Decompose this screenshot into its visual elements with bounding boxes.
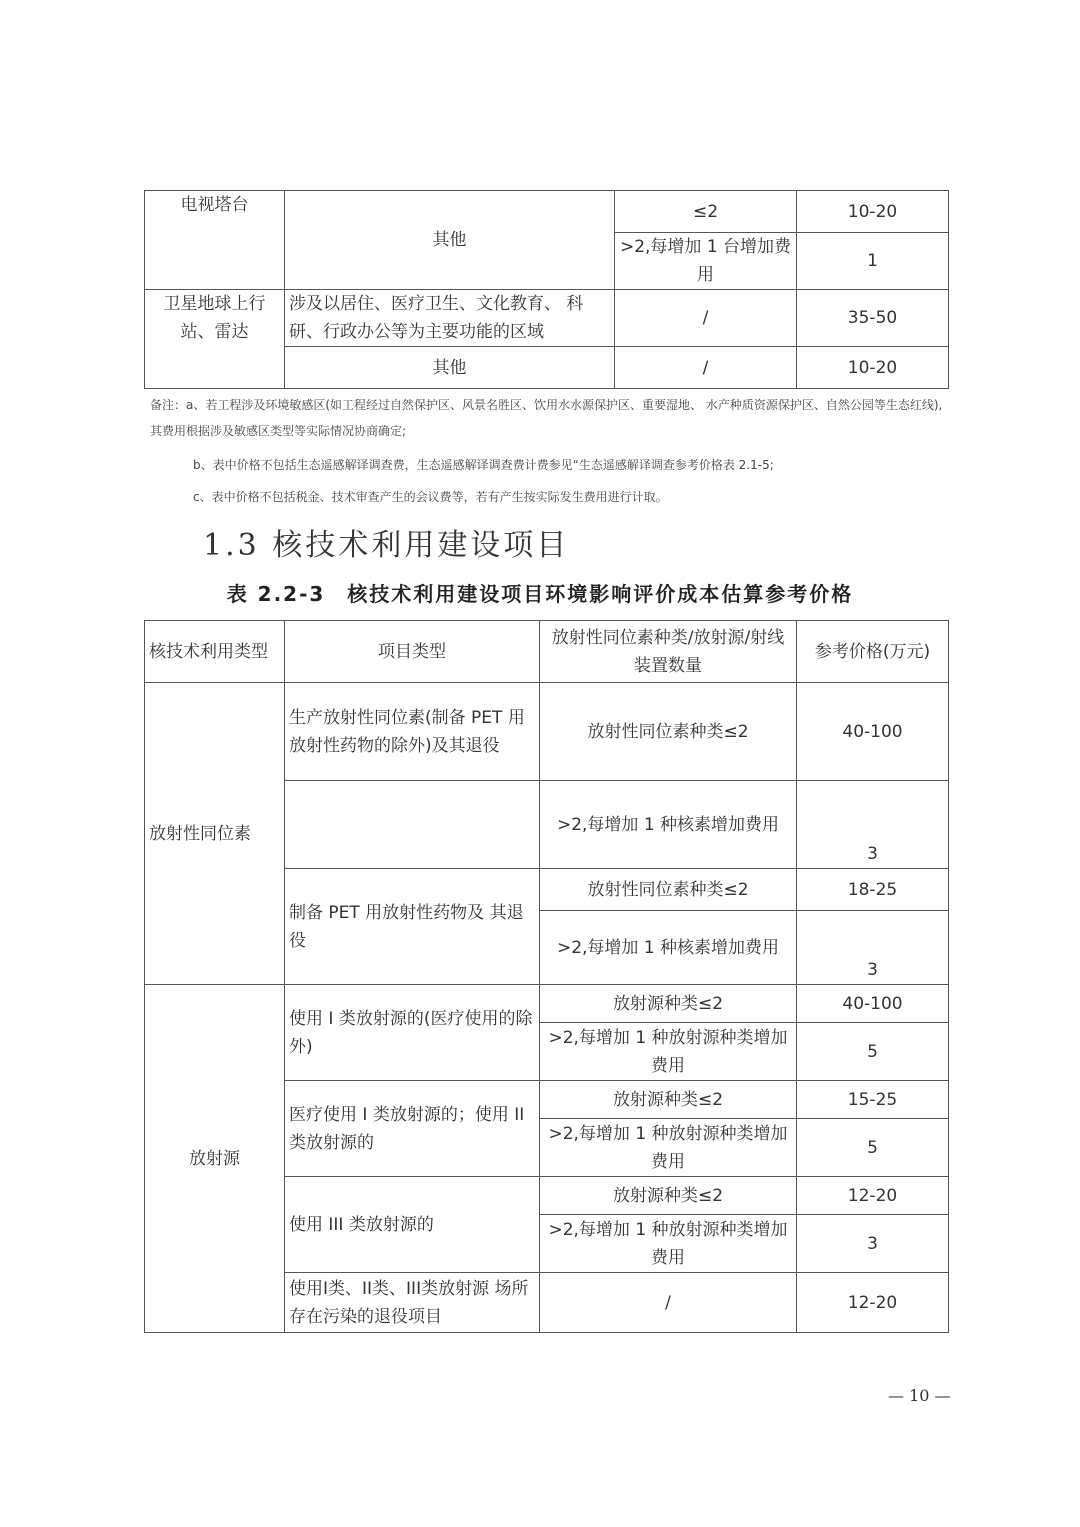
project-type-cell: 使用I类、II类、III类放射源 场所存在污染的退役项目 bbox=[285, 1273, 540, 1333]
project-type-cell: 使用 III 类放射源的 bbox=[285, 1177, 540, 1273]
project-type-cell-empty bbox=[285, 781, 540, 869]
price-cell: 12-20 bbox=[797, 1273, 949, 1333]
header-cell: 参考价格(万元) bbox=[797, 621, 949, 683]
price-cell: 12-20 bbox=[797, 1177, 949, 1215]
table-cell-price: 1 bbox=[797, 233, 949, 290]
table-cell-price: 35-50 bbox=[797, 290, 949, 347]
project-type-cell: 制备 PET 用放射性药物及 其退役 bbox=[285, 869, 540, 985]
header-cell: 核技术利用类型 bbox=[145, 621, 285, 683]
project-type-cell: 医疗使用 I 类放射源的；使用 II 类放射源的 bbox=[285, 1081, 540, 1177]
table-cell-subtype: 其他 bbox=[285, 191, 615, 290]
price-cell: 3 bbox=[797, 911, 949, 985]
quantity-cell: >2,每增加 1 种放射源种类增加费用 bbox=[540, 1023, 797, 1081]
table-cell-type: 电视塔台 bbox=[145, 191, 285, 290]
quantity-cell: 放射源种类≤2 bbox=[540, 985, 797, 1023]
top-price-table bbox=[144, 190, 949, 389]
header-cell: 放射性同位素种类/放射源/射线装置数量 bbox=[540, 621, 797, 683]
project-type-cell: 生产放射性同位素(制备 PET 用放射性药物的除外)及其退役 bbox=[285, 683, 540, 781]
table-cell-subtype: 涉及以居住、医疗卫生、文化教育、 科研、行政办公等为主要功能的区域 bbox=[285, 290, 615, 347]
table-cell-type: 卫星地球上行站、雷达 bbox=[145, 290, 285, 389]
table-cell-price: 10-20 bbox=[797, 191, 949, 233]
project-type-cell: 使用 I 类放射源的(医疗使用的除外) bbox=[285, 985, 540, 1081]
quantity-cell: / bbox=[540, 1273, 797, 1333]
price-cell: 18-25 bbox=[797, 869, 949, 911]
quantity-cell: 放射源种类≤2 bbox=[540, 1081, 797, 1119]
page-number: — 10 — bbox=[888, 1386, 951, 1405]
table-cell-quantity: >2,每增加 1 台增加费用 bbox=[615, 233, 797, 290]
price-cell: 5 bbox=[797, 1023, 949, 1081]
price-cell: 3 bbox=[797, 781, 949, 869]
price-cell: 40-100 bbox=[797, 985, 949, 1023]
table-cell-subtype: 其他 bbox=[285, 347, 615, 389]
quantity-cell: >2,每增加 1 种放射源种类增加费用 bbox=[540, 1119, 797, 1177]
price-cell: 3 bbox=[797, 1215, 949, 1273]
note-c: c、表中价格不包括税金、技术审查产生的会议费等，若有产生按实际发生费用进行计取。 bbox=[193, 490, 668, 504]
table-cell-quantity: / bbox=[615, 290, 797, 347]
table-caption: 表 2.2-3 核技术利用建设项目环境影响评价成本估算参考价格 bbox=[226, 582, 854, 606]
note-b: b、表中价格不包括生态遥感解译调查费，生态遥感解译调查费计费参见“生态遥感解译调查参考价格表 2.1-5; bbox=[193, 458, 774, 472]
table-cell-quantity: ≤2 bbox=[615, 191, 797, 233]
quantity-cell: 放射源种类≤2 bbox=[540, 1177, 797, 1215]
quantity-cell: >2,每增加 1 种核素增加费用 bbox=[540, 911, 797, 985]
group-type-cell: 放射性同位素 bbox=[145, 683, 285, 985]
nuclear-price-table bbox=[144, 620, 949, 1333]
price-cell: 40-100 bbox=[797, 683, 949, 781]
table-cell-quantity: / bbox=[615, 347, 797, 389]
quantity-cell: >2,每增加 1 种放射源种类增加费用 bbox=[540, 1215, 797, 1273]
group-type-cell: 放射源 bbox=[145, 985, 285, 1333]
quantity-cell: 放射性同位素种类≤2 bbox=[540, 869, 797, 911]
price-cell: 5 bbox=[797, 1119, 949, 1177]
header-cell: 项目类型 bbox=[285, 621, 540, 683]
price-cell: 15-25 bbox=[797, 1081, 949, 1119]
section-heading: 1.3 核技术利用建设项目 bbox=[203, 528, 570, 563]
table-cell-price: 10-20 bbox=[797, 347, 949, 389]
quantity-cell: >2,每增加 1 种核素增加费用 bbox=[540, 781, 797, 869]
note-a: 备注：a、若工程涉及环境敏感区(如工程经过自然保护区、风景名胜区、饮用水水源保护区、重要湿地、 水产种质资源保护区、自然公园等生态红线),其费用根据涉及敏感区类型等实际情况协商确定; bbox=[150, 398, 943, 438]
quantity-cell: 放射性同位素种类≤2 bbox=[540, 683, 797, 781]
